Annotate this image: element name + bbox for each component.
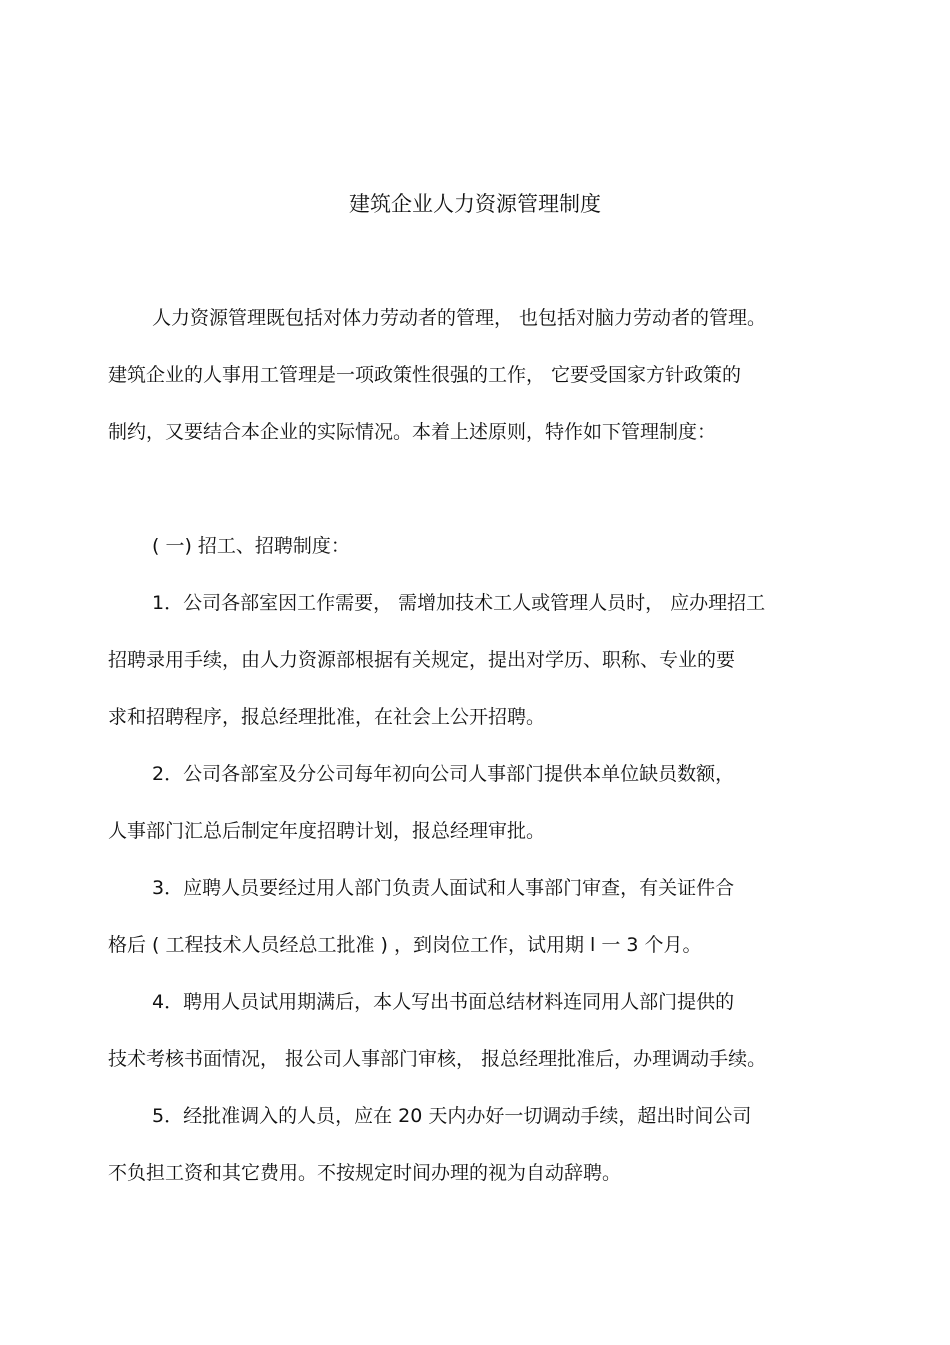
item-1-line-2: 招聘录用手续，由人力资源部根据有关规定，提出对学历、职称、专业的要 [108,649,736,671]
item-1-line-3: 求和招聘程序，报总经理批准，在社会上公开招聘。 [108,706,546,728]
intro-line: 制约，又要结合本企业的实际情况。本着上述原则，特作如下管理制度： [108,421,717,443]
item-3-line-1: 3．应聘人员要经过用人部门负责人面试和人事部门审查，有关证件合 [152,877,735,899]
item-1-line-1: 1．公司各部室因工作需要， 需增加技术工人或管理人员时， 应办理招工 [152,592,766,614]
item-4-line-2: 技术考核书面情况， 报公司人事部门审核， 报总经理批准后，办理调动手续。 [108,1048,767,1070]
item-5-line-1: 5．经批准调入的人员，应在 20 天内办好一切调动手续，超出时间公司 [152,1105,752,1127]
intro-line: 建筑企业的人事用工管理是一项政策性很强的工作， 它要受国家方针政策的 [108,364,742,386]
item-4-line-1: 4．聘用人员试用期满后，本人写出书面总结材料连同用人部门提供的 [152,991,735,1013]
item-5-line-2: 不负担工资和其它费用。不按规定时间办理的视为自动辞聘。 [108,1162,622,1184]
item-3-line-2: 格后 ( 工程技术人员经总工批准 ) ，到岗位工作，试用期 l 一 3 个月。 [108,934,702,956]
intro-line: 人力资源管理既包括对体力劳动者的管理， 也包括对脑力劳动者的管理。 [152,307,767,329]
document-title: 建筑企业人力资源管理制度 [349,192,601,216]
item-2-line-2: 人事部门汇总后制定年度招聘计划，报总经理审批。 [108,820,546,842]
item-2-line-1: 2．公司各部室及分公司每年初向公司人事部门提供本单位缺员数额， [152,763,735,785]
section-heading: ( 一) 招工、招聘制度： [152,535,350,557]
